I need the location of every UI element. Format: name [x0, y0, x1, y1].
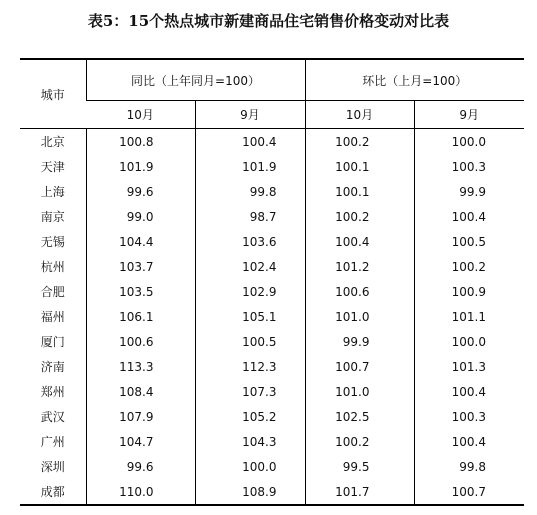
yoy-oct-cell: 100.6 — [86, 329, 195, 354]
city-cell: 无锡 — [40, 235, 65, 249]
table-row — [20, 354, 524, 379]
city-cell: 济南 — [40, 360, 65, 374]
yoy-sep-cell: 101.9 — [195, 154, 305, 179]
table-row — [20, 479, 524, 505]
table-row — [20, 154, 524, 179]
yoy-sep-cell: 99.8 — [195, 179, 305, 204]
mom-oct-cell: 100.2 — [305, 129, 414, 155]
header-mom-sep: 9月 — [414, 101, 524, 129]
yoy-sep-cell: 107.3 — [195, 379, 305, 404]
mom-sep-cell: 100.4 — [414, 429, 524, 454]
table-row — [20, 129, 524, 155]
table-row — [20, 229, 524, 254]
mom-oct-cell: 101.0 — [305, 379, 414, 404]
mom-sep-cell: 100.0 — [414, 129, 524, 155]
table-row — [20, 379, 524, 404]
city-cell: 杭州 — [40, 260, 65, 274]
city-cell: 郑州 — [40, 385, 65, 399]
city-cell: 福州 — [40, 310, 65, 324]
city-cell: 广州 — [40, 435, 65, 449]
mom-oct-cell: 100.4 — [305, 229, 414, 254]
yoy-oct-cell: 103.5 — [86, 279, 195, 304]
mom-sep-cell: 100.4 — [414, 204, 524, 229]
table-row — [20, 429, 524, 454]
yoy-sep-cell: 105.2 — [195, 404, 305, 429]
yoy-oct-cell: 99.6 — [86, 179, 195, 204]
city-cell: 成都 — [20, 479, 86, 505]
city-cell: 深圳 — [40, 460, 65, 474]
mom-sep-cell: 100.2 — [414, 254, 524, 279]
city-cell: 武汉 — [40, 410, 65, 424]
yoy-oct-cell: 104.4 — [86, 229, 195, 254]
table-row — [20, 329, 524, 354]
mom-oct-cell: 101.0 — [305, 304, 414, 329]
mom-sep-cell: 100.3 — [414, 154, 524, 179]
header-city: 城市 — [20, 59, 86, 129]
yoy-oct-cell: 107.9 — [86, 404, 195, 429]
table-row — [20, 404, 524, 429]
table-row — [20, 304, 524, 329]
yoy-sep-cell: 98.7 — [195, 204, 305, 229]
mom-sep-cell: 101.1 — [414, 304, 524, 329]
header-yoy: 同比（上年同月=100） — [86, 59, 305, 101]
yoy-oct-cell: 99.0 — [86, 204, 195, 229]
yoy-sep-cell: 100.4 — [195, 129, 305, 155]
mom-oct-cell: 101.7 — [305, 479, 414, 505]
mom-sep-cell: 100.3 — [414, 404, 524, 429]
mom-oct-cell: 100.1 — [305, 154, 414, 179]
mom-sep-cell: 100.5 — [414, 229, 524, 254]
mom-sep-cell: 99.9 — [414, 179, 524, 204]
mom-oct-cell: 100.7 — [305, 354, 414, 379]
mom-oct-cell: 101.2 — [305, 254, 414, 279]
table-title: 表5：15个热点城市新建商品住宅销售价格变动对比表 — [87, 12, 450, 30]
table-row — [20, 179, 524, 204]
city-cell: 天津 — [40, 160, 65, 174]
city-cell: 上海 — [40, 185, 65, 199]
header-mom-oct: 10月 — [305, 101, 414, 129]
yoy-sep-cell: 103.6 — [195, 229, 305, 254]
mom-oct-cell: 100.1 — [305, 179, 414, 204]
yoy-oct-cell: 110.0 — [86, 479, 195, 505]
yoy-oct-cell: 113.3 — [86, 354, 195, 379]
yoy-sep-cell: 112.3 — [195, 354, 305, 379]
mom-sep-cell: 100.4 — [414, 379, 524, 404]
yoy-oct-cell: 100.8 — [86, 129, 195, 155]
city-cell: 合肥 — [40, 285, 65, 299]
mom-oct-cell: 99.9 — [305, 329, 414, 354]
header-yoy-sep: 9月 — [195, 101, 305, 129]
city-cell: 南京 — [40, 210, 65, 224]
mom-sep-cell: 99.8 — [414, 454, 524, 479]
mom-sep-cell: 100.0 — [414, 329, 524, 354]
table-row — [20, 254, 524, 279]
city-cell: 厦门 — [40, 335, 65, 349]
mom-sep-cell: 100.7 — [414, 479, 524, 505]
city-cell: 北京 — [20, 129, 86, 155]
yoy-sep-cell: 100.5 — [195, 329, 305, 354]
mom-oct-cell: 100.6 — [305, 279, 414, 304]
table-row — [20, 454, 524, 479]
mom-sep-cell: 100.9 — [414, 279, 524, 304]
header-mom: 环比（上月=100） — [305, 59, 524, 101]
yoy-oct-cell: 103.7 — [86, 254, 195, 279]
table-row — [20, 279, 524, 304]
yoy-oct-cell: 106.1 — [86, 304, 195, 329]
yoy-sep-cell: 102.9 — [195, 279, 305, 304]
mom-oct-cell: 100.2 — [305, 429, 414, 454]
yoy-sep-cell: 105.1 — [195, 304, 305, 329]
mom-oct-cell: 99.5 — [305, 454, 414, 479]
price-comparison-table — [20, 58, 524, 506]
yoy-oct-cell: 108.4 — [86, 379, 195, 404]
yoy-sep-cell: 104.3 — [195, 429, 305, 454]
yoy-oct-cell: 101.9 — [86, 154, 195, 179]
table-row — [20, 204, 524, 229]
mom-oct-cell: 102.5 — [305, 404, 414, 429]
yoy-sep-cell: 108.9 — [195, 479, 305, 505]
yoy-oct-cell: 99.6 — [86, 454, 195, 479]
header-yoy-oct: 10月 — [86, 101, 195, 129]
table-body — [20, 129, 524, 506]
yoy-sep-cell: 102.4 — [195, 254, 305, 279]
mom-sep-cell: 101.3 — [414, 354, 524, 379]
yoy-sep-cell: 100.0 — [195, 454, 305, 479]
yoy-oct-cell: 104.7 — [86, 429, 195, 454]
mom-oct-cell: 100.2 — [305, 204, 414, 229]
